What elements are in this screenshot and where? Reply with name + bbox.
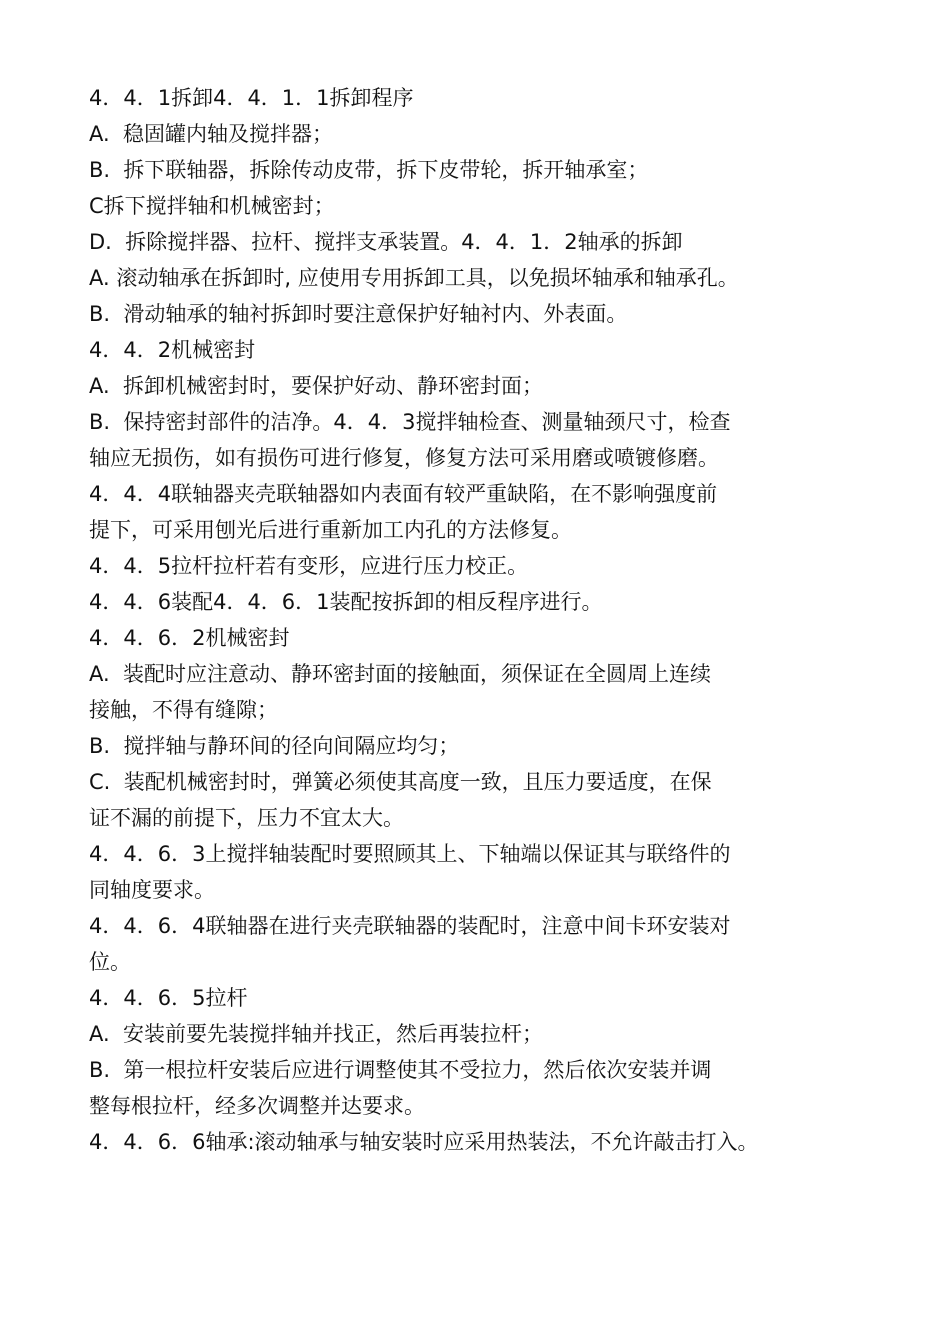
line-item: B. 第一根拉杆安装后应进行调整使其不受拉力，然后依次安装并调 (89, 1058, 712, 1082)
line-heading-4-4-4: 4．4．4联轴器夹壳联轴器如内表面有较严重缺陷，在不影响强度前 (89, 482, 718, 506)
line-heading-4-4-6-6: 4．4．6．6轴承:滚动轴承与轴安装时应采用热装法，不允许敲击打入。 (89, 1130, 759, 1154)
line-continuation: 位。 (89, 950, 131, 974)
line-heading-4-4-6-4: 4．4．6．4联轴器在进行夹壳联轴器的装配时，注意中间卡环安装对 (89, 914, 731, 938)
line-continuation: 接触，不得有缝隙； (89, 698, 278, 722)
line-item: A. 滚动轴承在拆卸时, 应使用专用拆卸工具，以免损坏轴承和轴承孔。 (89, 266, 739, 290)
line-heading-4-4-1: 4．4．1拆卸4．4．1．1拆卸程序 (89, 86, 414, 110)
line-item: A. 装配时应注意动、静环密封面的接触面，须保证在全圆周上连续 (89, 662, 712, 686)
document-body (89, 80, 889, 1160)
line-item: A. 拆卸机械密封时，要保护好动、静环密封面； (89, 374, 544, 398)
line-heading-4-4-6-3: 4．4．6．3上搅拌轴装配时要照顾其上、下轴端以保证其与联络件的 (89, 842, 731, 866)
line-item: C拆下搅拌轴和机械密封； (89, 194, 335, 218)
line-continuation: 提下，可采用刨光后进行重新加工内孔的方法修复。 (89, 518, 572, 542)
line-item: C. 装配机械密封时，弹簧必须使其高度一致，且压力要适度，在保 (89, 770, 712, 794)
line-item: B. 滑动轴承的轴衬拆卸时要注意保护好轴衬内、外表面。 (89, 302, 628, 326)
line-heading-4-4-5: 4．4．5拉杆拉杆若有变形，应进行压力校正。 (89, 554, 529, 578)
line-item: D. 拆除搅拌器、拉杆、搅拌支承装置。4．4．1．2轴承的拆卸 (89, 230, 683, 254)
line-item: B. 搅拌轴与静环间的径向间隔应均匀； (89, 734, 460, 758)
line-item: A. 安装前要先装搅拌轴并找正，然后再装拉杆； (89, 1022, 544, 1046)
line-continuation: 整每根拉杆，经多次调整并达要求。 (89, 1094, 425, 1118)
line-heading-4-4-6-2: 4．4．6．2机械密封 (89, 626, 290, 650)
line-heading-4-4-2: 4．4．2机械密封 (89, 338, 256, 362)
line-item: B. 保持密封部件的洁净。4．4．3搅拌轴检查、测量轴颈尺寸，检查 (89, 410, 731, 434)
line-item: A. 稳固罐内轴及搅拌器； (89, 122, 334, 146)
line-heading-4-4-6: 4．4．6装配4．4．6．1装配按拆卸的相反程序进行。 (89, 590, 603, 614)
line-continuation: 证不漏的前提下，压力不宜太大。 (89, 806, 404, 830)
line-continuation: 同轴度要求。 (89, 878, 215, 902)
line-item: B. 拆下联轴器，拆除传动皮带，拆下皮带轮，拆开轴承室； (89, 158, 649, 182)
line-continuation: 轴应无损伤，如有损伤可进行修复，修复方法可采用磨或喷镀修磨。 (89, 446, 719, 470)
line-heading-4-4-6-5: 4．4．6．5拉杆 (89, 986, 248, 1010)
